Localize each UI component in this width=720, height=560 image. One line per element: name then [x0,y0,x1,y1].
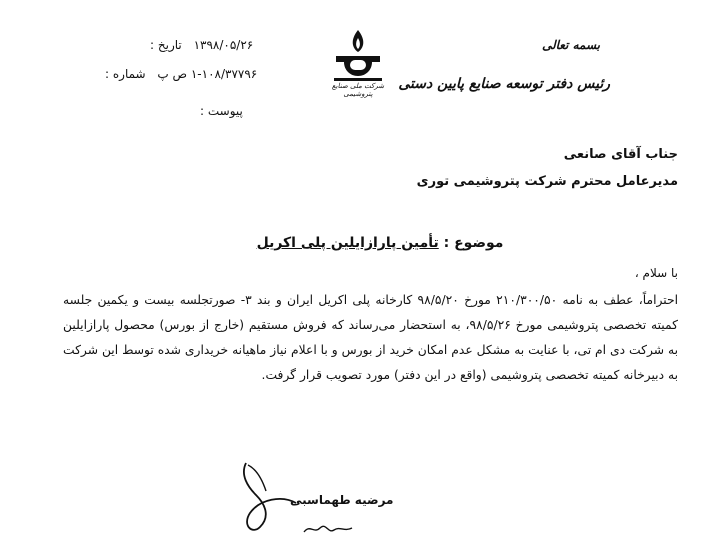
date-value: ۱۳۹۸/۰۵/۲۶ [193,38,254,52]
office-title: رئیس دفتر توسعه صنایع پایین دستی [398,76,610,92]
subject-value: تأمین پارازایلین پلی اکریل [256,235,439,251]
number-label: شماره : [105,67,146,81]
attachment-label: پیوست : [200,104,243,118]
signer-name: مرضیه طهماسبی [290,493,394,507]
number-line [105,67,260,81]
signature-initials [300,518,360,538]
addressee-title: مدیرعامل محترم شرکت پتروشیمی توری [416,174,678,189]
number-value: ۱-۱۰۸/۳۷۷۹۶ ص پ [157,67,258,81]
letter-body: احتراماً، عطف به نامه ۲۱۰/۳۰۰/۵۰ مورخ ۹۸/۵/۲۰ کارخانه پلی اکریل ایران و بند ۳- صورتجلسه بیست و یکمین جلسه کمیته تخصصی پتروشیمی مورخ ۹۸/۵/۲۶، به استحضار می‌رساند که فروش مستقیم (خارج از بورس) محصول پارازایلین به شرکت دی ام تی، با عنایت به مشکل عدم امکان خرید از بورس و با اعلام نیاز ماهیانه خریداری شده توسط این شرکت به دبیرخانه کمیته تخصصی پتروشیمی (واقع در این دفتر) مورد تصویب قرار گرفت. [63,293,678,382]
greeting: با سلام ، [634,266,678,280]
addressee-name: جناب آقای صانعی [563,147,678,162]
attachment-line [200,104,260,118]
subject-line [230,235,530,251]
date-label: تاریخ : [150,38,182,52]
logo-caption: شرکت ملی صنایع پتروشیمی [331,82,385,98]
date-line [150,38,260,52]
subject-label: موضوع : [443,235,504,251]
invocation: بسمه تعالی [541,38,600,52]
